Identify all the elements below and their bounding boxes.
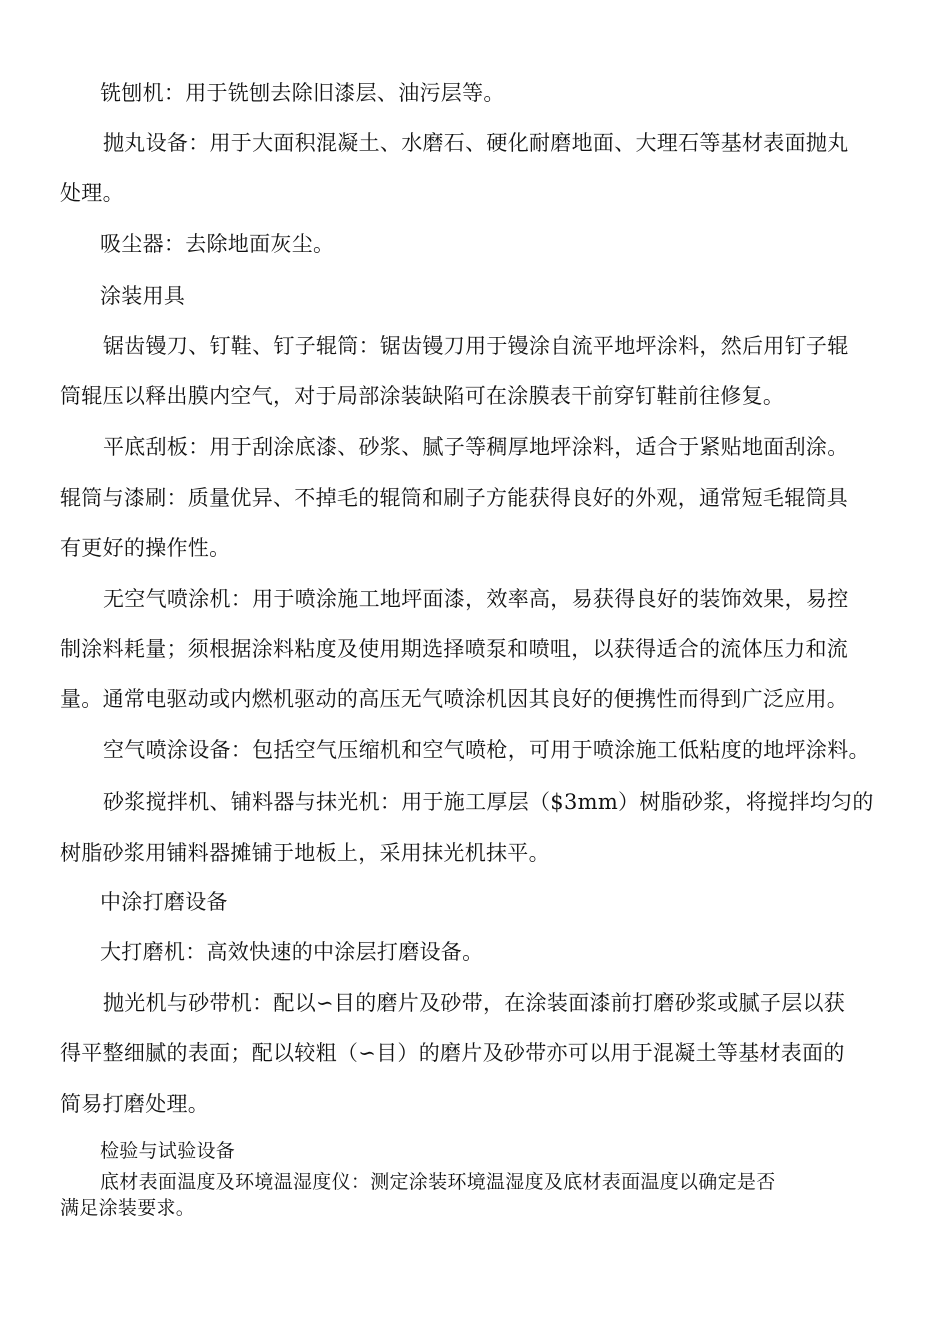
text-line: 处理。: [60, 181, 124, 205]
text-line: 平底刮板：用于刮涂底漆、砂浆、腻子等稠厚地坪涂料，适合于紧贴地面刮涂。: [103, 435, 849, 459]
text-line: 有更好的操作性。: [60, 536, 231, 560]
text-line: 砂浆搅拌机、铺料器与抹光机：用于施工厚层（$3mm）树脂砂浆，将搅拌均匀的: [103, 790, 874, 814]
text-line: 简易打磨处理。: [60, 1092, 210, 1116]
text-line: 量。通常电驱动或内燃机驱动的高压无气喷涂机因其良好的便携性而得到广泛应用。: [60, 687, 849, 711]
section-heading: 检验与试验设备: [100, 1140, 236, 1162]
text-line: 吸尘器：去除地面灰尘。: [100, 232, 335, 256]
text-line: 无空气喷涂机：用于喷涂施工地坪面漆，效率高，易获得良好的装饰效果，易控: [103, 587, 849, 611]
text-line: 辊筒与漆刷：质量优异、不掉毛的辊筒和刷子方能获得良好的外观，通常短毛辊筒具: [60, 486, 849, 510]
text-line: 得平整细腻的表面；配以较粗（∽目）的磨片及砂带亦可以用于混凝土等基材表面的: [60, 1041, 845, 1065]
text-line: 锯齿镘刀、钉鞋、钉子辊筒：锯齿镘刀用于镘涂自流平地坪涂料，然后用钉子辊: [103, 334, 849, 358]
text-line: 制涂料耗量；须根据涂料粘度及使用期选择喷泵和喷咀，以获得适合的流体压力和流: [60, 637, 849, 661]
text-line: 筒辊压以释出膜内空气，对于局部涂装缺陷可在涂膜表干前穿钉鞋前往修复。: [60, 384, 785, 408]
text-line: 满足涂装要求。: [60, 1197, 196, 1219]
section-heading: 涂装用具: [100, 284, 186, 308]
text-line: 抛丸设备：用于大面积混凝土、水磨石、硬化耐磨地面、大理石等基材表面抛丸: [103, 131, 849, 155]
text-line: 铣刨机：用于铣刨去除旧漆层、油污层等。: [100, 81, 505, 105]
text-line: 树脂砂浆用铺料器摊铺于地板上，采用抹光机抹平。: [60, 841, 550, 865]
text-line: 抛光机与砂带机：配以∽目的磨片及砂带，在涂装面漆前打磨砂浆或腻子层以获: [103, 991, 846, 1015]
text-line: 大打磨机：高效快速的中涂层打磨设备。: [100, 940, 484, 964]
text-line: 空气喷涂设备：包括空气压缩机和空气喷枪，可用于喷涂施工低粘度的地坪涂料。: [103, 738, 870, 762]
section-heading: 中涂打磨设备: [100, 890, 228, 914]
text-line: 底材表面温度及环境温湿度仪：测定涂装环境温湿度及底材表面温度以确定是否: [100, 1171, 776, 1193]
